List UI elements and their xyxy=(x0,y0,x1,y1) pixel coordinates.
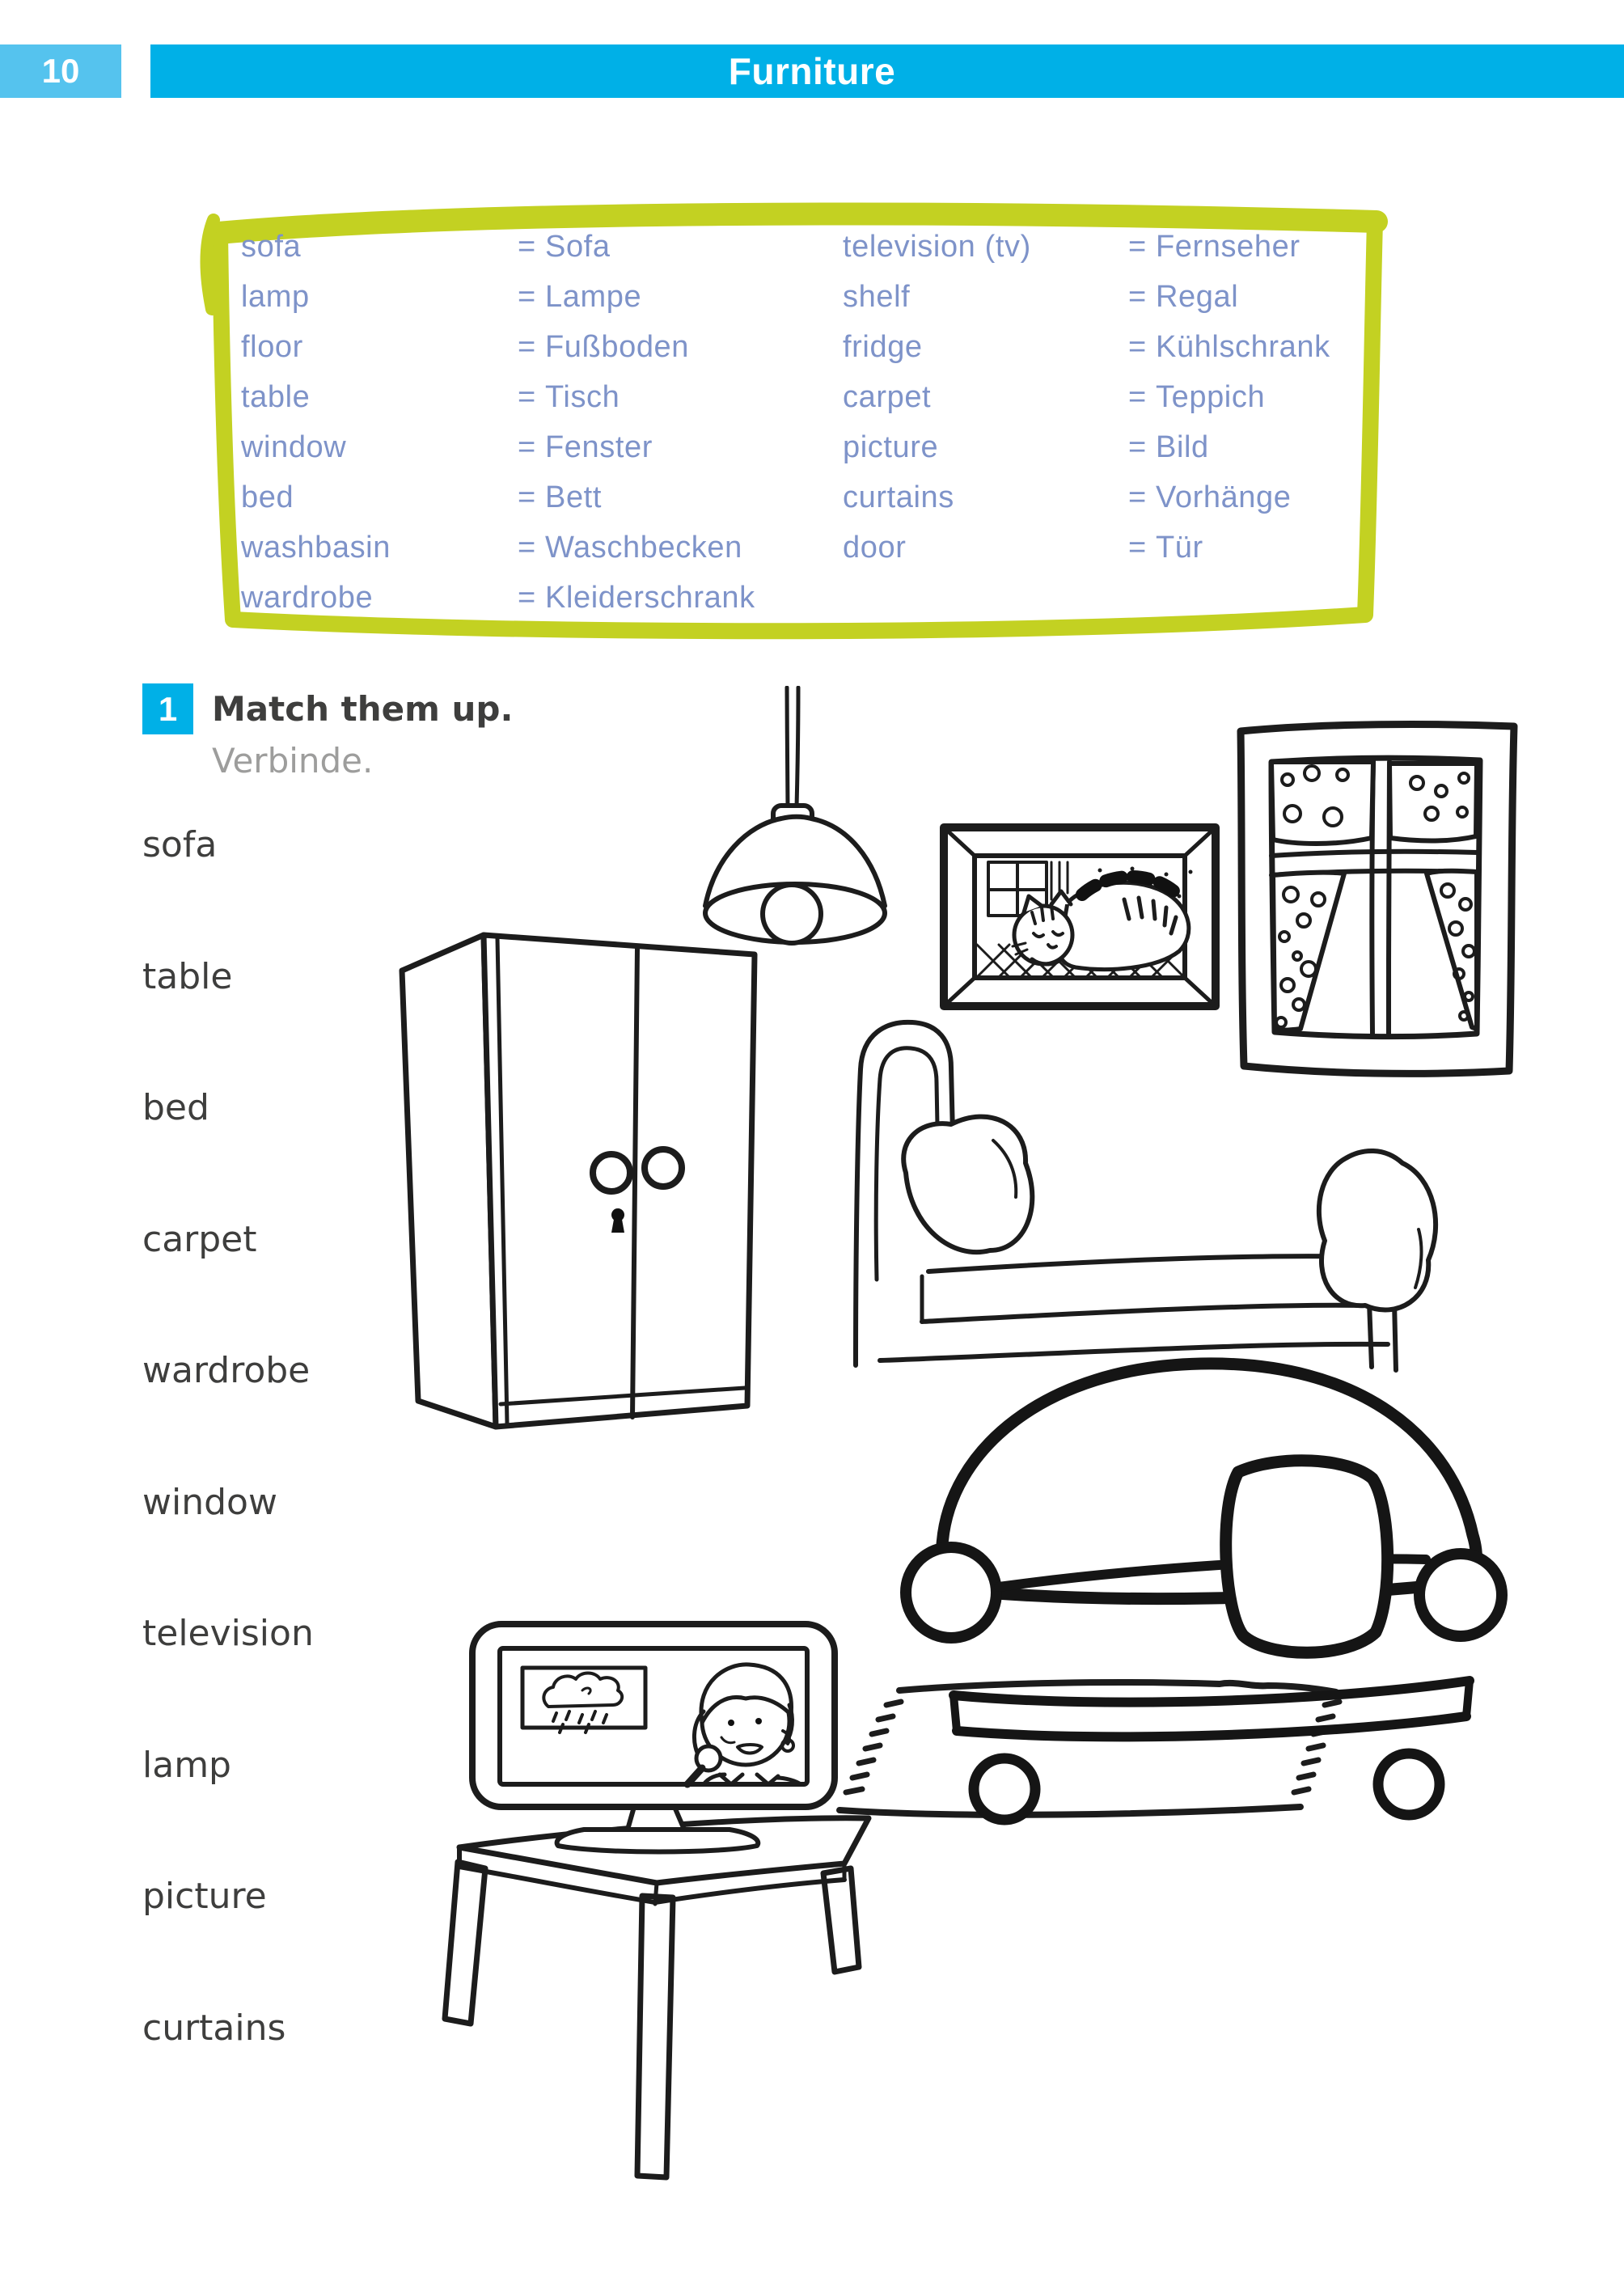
vocab-en: curtains xyxy=(843,480,954,514)
vocab-de: Sofa xyxy=(545,229,611,264)
match-word-sofa[interactable]: sofa xyxy=(142,824,218,865)
vocab-en: picture xyxy=(843,429,939,464)
vocab-en: carpet xyxy=(843,379,932,414)
vocab-de: Kühlschrank xyxy=(1156,329,1330,364)
vocab-column-left xyxy=(241,222,755,623)
vocab-row xyxy=(241,472,755,522)
vocab-de: Fenster xyxy=(545,429,653,464)
vocab-en: wardrobe xyxy=(241,580,374,615)
match-word-television[interactable]: television xyxy=(142,1613,314,1654)
equals-sign: = xyxy=(518,480,536,514)
vocab-row xyxy=(241,573,755,623)
match-word-window[interactable]: window xyxy=(142,1482,277,1523)
vocab-de: Vorhänge xyxy=(1156,480,1292,514)
equals-sign: = xyxy=(1128,530,1147,565)
sofa-drawing[interactable] xyxy=(886,1352,1520,1831)
match-word-curtains[interactable]: curtains xyxy=(142,2007,286,2049)
vocab-de: Bett xyxy=(545,480,602,514)
vocab-en: floor xyxy=(241,329,303,364)
page-number: 10 xyxy=(41,52,80,90)
exercise-number: 1 xyxy=(158,689,178,728)
vocab-de: Tisch xyxy=(545,379,620,414)
vocab-de: Kleiderschrank xyxy=(545,580,755,615)
lamp-drawing[interactable] xyxy=(689,686,903,957)
vocab-en: door xyxy=(843,530,907,565)
exercise-instruction-en: Match them up. xyxy=(212,689,514,729)
vocab-en: washbasin xyxy=(241,530,391,565)
match-word-picture[interactable]: picture xyxy=(142,1876,267,1917)
vocab-en: sofa xyxy=(241,229,302,264)
exercise-number-badge xyxy=(142,683,193,734)
vocab-de: Tür xyxy=(1156,530,1203,565)
vocab-de: Regal xyxy=(1156,279,1239,314)
vocab-column-right xyxy=(843,222,1330,573)
equals-sign: = xyxy=(1128,329,1147,364)
vocab-row xyxy=(241,322,755,372)
vocab-row xyxy=(843,322,1330,372)
page-title: Furniture xyxy=(728,50,896,92)
vocab-de: Bild xyxy=(1156,429,1209,464)
match-word-table[interactable]: table xyxy=(142,956,233,997)
vocab-row xyxy=(843,272,1330,322)
equals-sign: = xyxy=(518,429,536,464)
vocab-row xyxy=(843,522,1330,573)
vocab-en: lamp xyxy=(241,279,310,314)
equals-sign: = xyxy=(1128,429,1147,464)
equals-sign: = xyxy=(518,580,536,615)
equals-sign: = xyxy=(518,530,536,565)
vocab-de: Teppich xyxy=(1156,379,1266,414)
vocab-en: table xyxy=(241,379,311,414)
vocab-row xyxy=(241,372,755,422)
equals-sign: = xyxy=(1128,379,1147,414)
equals-sign: = xyxy=(518,279,536,314)
vocab-de: Lampe xyxy=(545,279,642,314)
vocab-row xyxy=(241,422,755,472)
vocab-de: Fußboden xyxy=(545,329,690,364)
vocab-de: Waschbecken xyxy=(545,530,742,565)
equals-sign: = xyxy=(1128,279,1147,314)
television-drawing[interactable] xyxy=(461,1616,886,1968)
vocab-row xyxy=(241,222,755,272)
match-word-carpet[interactable]: carpet xyxy=(142,1219,257,1260)
bed-drawing[interactable] xyxy=(831,1005,1450,1373)
equals-sign: = xyxy=(518,229,536,264)
picture-drawing[interactable] xyxy=(938,822,1221,1012)
vocab-en: window xyxy=(241,429,347,464)
equals-sign: = xyxy=(518,329,536,364)
vocab-row xyxy=(843,222,1330,272)
match-word-lamp[interactable]: lamp xyxy=(142,1745,231,1786)
vocab-row xyxy=(843,422,1330,472)
match-word-bed[interactable]: bed xyxy=(142,1087,209,1128)
vocab-en: bed xyxy=(241,480,294,514)
equals-sign: = xyxy=(518,379,536,414)
equals-sign: = xyxy=(1128,229,1147,264)
wardrobe-drawing[interactable] xyxy=(391,930,763,1456)
vocab-row xyxy=(843,372,1330,422)
vocab-en: television (tv) xyxy=(843,229,1031,264)
vocab-row xyxy=(241,522,755,573)
vocab-row xyxy=(843,472,1330,522)
equals-sign: = xyxy=(1128,480,1147,514)
vocab-de: Fernseher xyxy=(1156,229,1300,264)
exercise-instruction-de: Verbinde. xyxy=(212,741,374,781)
vocab-en: shelf xyxy=(843,279,911,314)
vocab-row xyxy=(241,272,755,322)
vocab-en: fridge xyxy=(843,329,923,364)
match-word-wardrobe[interactable]: wardrobe xyxy=(142,1350,311,1391)
